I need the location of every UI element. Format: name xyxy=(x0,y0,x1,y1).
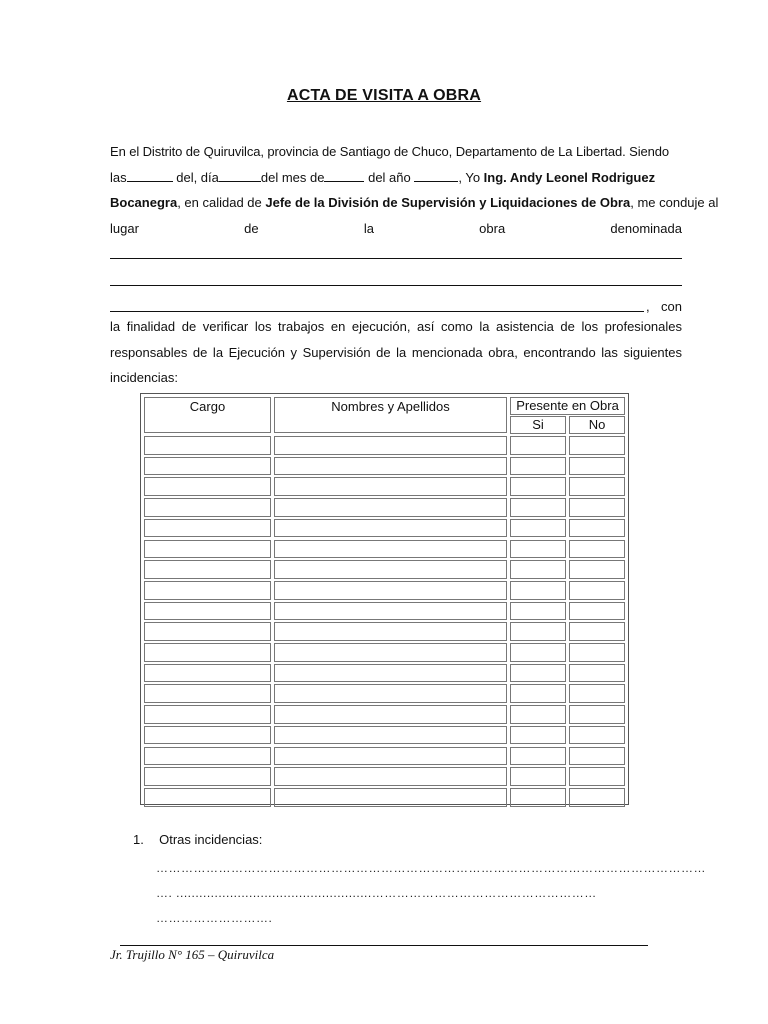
intro-line-4: lugar de la obra denominada xyxy=(110,220,682,236)
nombres-cell[interactable] xyxy=(274,602,507,621)
nombres-cell[interactable] xyxy=(274,767,507,786)
cargo-cell[interactable] xyxy=(144,581,271,600)
no-cell[interactable] xyxy=(569,643,625,662)
intro-line-1: En el Distrito de Quiruvilca, provincia de Santiago de Chuco, Departamento de La Libertad. Siendo xyxy=(110,144,670,159)
no-cell[interactable] xyxy=(569,560,625,579)
si-cell[interactable] xyxy=(510,684,566,703)
si-cell[interactable] xyxy=(510,705,566,724)
cargo-cell[interactable] xyxy=(144,436,271,455)
no-cell[interactable] xyxy=(569,664,625,683)
si-cell[interactable] xyxy=(510,581,566,600)
cargo-cell[interactable] xyxy=(144,767,271,786)
nombres-cell[interactable] xyxy=(274,457,507,476)
project-name-blank-2[interactable] xyxy=(110,268,682,286)
nombres-cell[interactable] xyxy=(274,664,507,683)
engineer-name: Ing. Andy Leonel Rodriguez xyxy=(483,169,656,185)
header-cargo: Cargo xyxy=(144,397,271,433)
si-cell[interactable] xyxy=(510,560,566,579)
nombres-cell[interactable] xyxy=(274,643,507,662)
header-si: Si xyxy=(510,416,566,434)
si-cell[interactable] xyxy=(510,602,566,621)
nombres-cell[interactable] xyxy=(274,540,507,559)
intro-line-3: Bocanegra, en calidad de Jefe de la División de Supervisión y Liquidaciones de Obra, me conduje al xyxy=(110,195,719,210)
intro-line-2: las del, día del mes de del año , Yo Ing. Andy Leonel Rodriguez xyxy=(110,169,656,185)
si-cell[interactable] xyxy=(510,788,566,807)
header-nombres: Nombres y Apellidos xyxy=(274,397,507,433)
nombres-cell[interactable] xyxy=(274,581,507,600)
si-cell[interactable] xyxy=(510,519,566,538)
nombres-cell[interactable] xyxy=(274,684,507,703)
project-name-blank-3[interactable] xyxy=(110,294,644,312)
no-cell[interactable] xyxy=(569,622,625,641)
footer-rule xyxy=(120,945,648,946)
no-cell[interactable] xyxy=(569,540,625,559)
cargo-cell[interactable] xyxy=(144,643,271,662)
si-cell[interactable] xyxy=(510,747,566,766)
cargo-cell[interactable] xyxy=(144,726,271,745)
cargo-cell[interactable] xyxy=(144,519,271,538)
no-cell[interactable] xyxy=(569,602,625,621)
si-cell[interactable] xyxy=(510,477,566,496)
no-cell[interactable] xyxy=(569,477,625,496)
si-cell[interactable] xyxy=(510,726,566,745)
attendance-table xyxy=(140,393,629,805)
no-cell[interactable] xyxy=(569,519,625,538)
si-cell[interactable] xyxy=(510,540,566,559)
nombres-cell[interactable] xyxy=(274,560,507,579)
engineer-position: Jefe de la División de Supervisión y Liquidaciones de Obra xyxy=(265,195,631,210)
no-cell[interactable] xyxy=(569,457,625,476)
si-cell[interactable] xyxy=(510,457,566,476)
project-name-blank-1[interactable] xyxy=(110,241,682,259)
cargo-cell[interactable] xyxy=(144,664,271,683)
nombres-cell[interactable] xyxy=(274,622,507,641)
nombres-cell[interactable] xyxy=(274,788,507,807)
no-cell[interactable] xyxy=(569,581,625,600)
nombres-cell[interactable] xyxy=(274,705,507,724)
si-cell[interactable] xyxy=(510,643,566,662)
no-cell[interactable] xyxy=(569,705,625,724)
nombres-cell[interactable] xyxy=(274,498,507,517)
nombres-cell[interactable] xyxy=(274,519,507,538)
cargo-cell[interactable] xyxy=(144,540,271,559)
cargo-cell[interactable] xyxy=(144,747,271,766)
cargo-cell[interactable] xyxy=(144,602,271,621)
cargo-cell[interactable] xyxy=(144,560,271,579)
date-blank[interactable] xyxy=(219,169,261,182)
incidents-dotted-line-2[interactable]: …. ...................................................……………………………………………… xyxy=(156,886,597,900)
nombres-cell[interactable] xyxy=(274,477,507,496)
si-cell[interactable] xyxy=(510,664,566,683)
other-incidents-item: 1. Otras incidencias: xyxy=(133,832,263,847)
document-title: ACTA DE VISITA A OBRA xyxy=(286,87,482,104)
day-blank[interactable] xyxy=(127,169,173,182)
header-no: No xyxy=(569,416,625,434)
no-cell[interactable] xyxy=(569,726,625,745)
no-cell[interactable] xyxy=(569,436,625,455)
cargo-cell[interactable] xyxy=(144,788,271,807)
no-cell[interactable] xyxy=(569,498,625,517)
purpose-paragraph: la finalidad de verificar los trabajos en ejecución, así como la asistencia de los profesionales responsables de la Ejecución y Supervisión de la mencionada obra, encontrando las siguientes incidencias: xyxy=(110,319,682,385)
nombres-cell[interactable] xyxy=(274,436,507,455)
intro-line-7: , con xyxy=(110,294,682,319)
footer-address: Jr. Trujillo N° 165 – Quiruvilca xyxy=(110,947,275,962)
si-cell[interactable] xyxy=(510,767,566,786)
si-cell[interactable] xyxy=(510,622,566,641)
cargo-cell[interactable] xyxy=(144,457,271,476)
no-cell[interactable] xyxy=(569,788,625,807)
month-blank[interactable] xyxy=(324,169,364,182)
cargo-cell[interactable] xyxy=(144,622,271,641)
incidents-dotted-line-3[interactable]: ………………………. xyxy=(156,911,273,925)
cargo-cell[interactable] xyxy=(144,705,271,724)
no-cell[interactable] xyxy=(569,747,625,766)
cargo-cell[interactable] xyxy=(144,498,271,517)
year-blank[interactable] xyxy=(414,169,458,182)
header-presente: Presente en Obra xyxy=(510,397,625,415)
si-cell[interactable] xyxy=(510,498,566,517)
si-cell[interactable] xyxy=(510,436,566,455)
cargo-cell[interactable] xyxy=(144,684,271,703)
no-cell[interactable] xyxy=(569,684,625,703)
no-cell[interactable] xyxy=(569,767,625,786)
incidents-dotted-line-1[interactable]: …………………………………………………………………………………………………………………… xyxy=(156,861,706,875)
nombres-cell[interactable] xyxy=(274,726,507,745)
intro-paragraph xyxy=(110,139,719,319)
cargo-cell[interactable] xyxy=(144,477,271,496)
nombres-cell[interactable] xyxy=(274,747,507,766)
